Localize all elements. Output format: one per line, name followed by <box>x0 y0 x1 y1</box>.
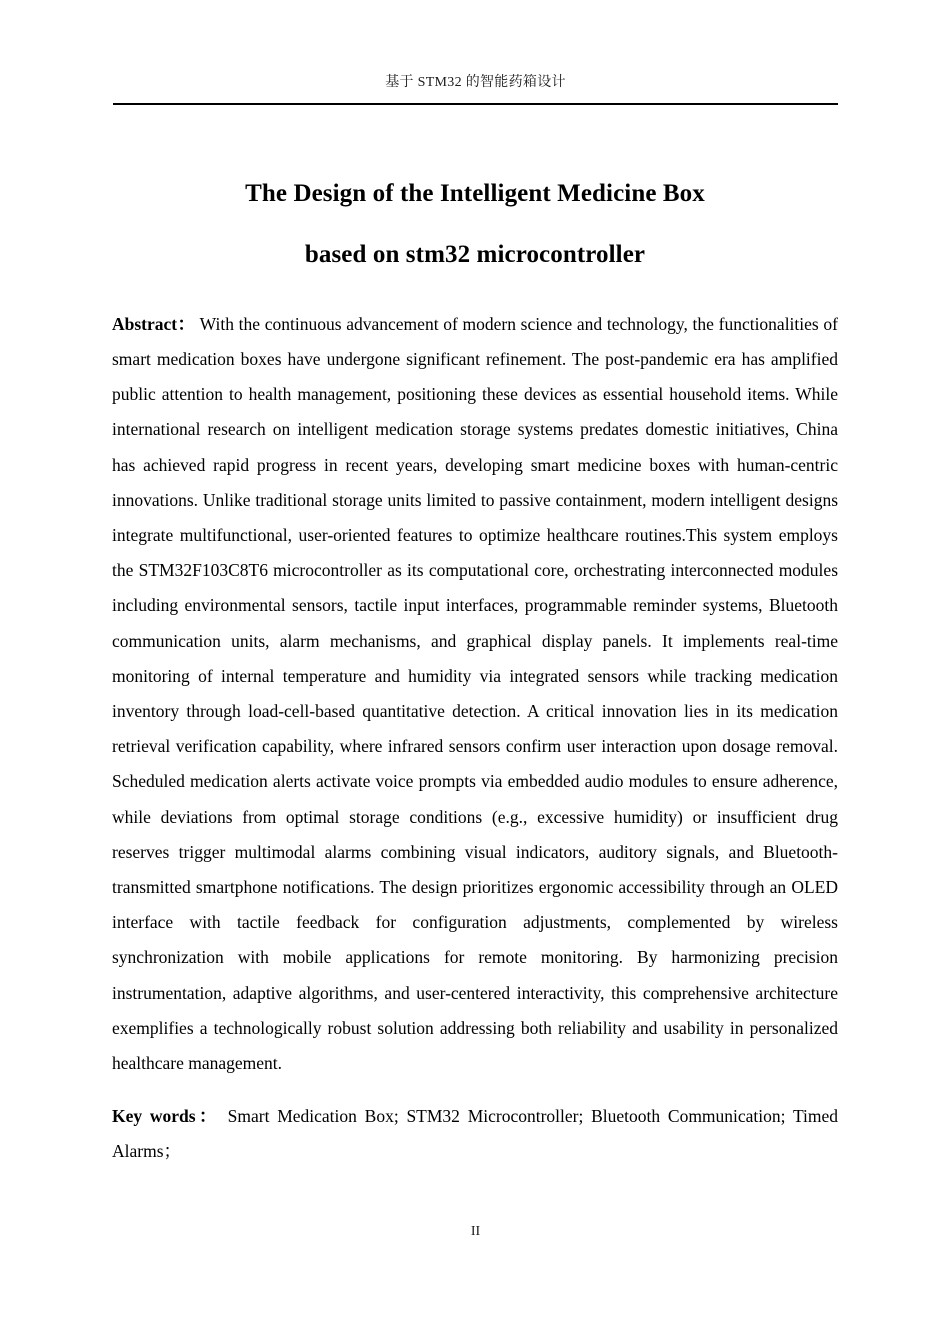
keywords-label: Key words <box>112 1105 196 1126</box>
abstract-label: Abstract <box>112 313 178 334</box>
keywords-separator: ： <box>195 1105 220 1126</box>
page-footer <box>113 1222 838 1242</box>
keywords-body-text: Smart Medication Box; STM32 Microcontroller; Bluetooth Communication; Timed Alarms； <box>112 1105 839 1161</box>
page-title <box>112 163 838 285</box>
page-number: II <box>470 1224 481 1239</box>
keywords-paragraph <box>112 1099 838 1205</box>
abstract-separator: ： <box>177 313 196 334</box>
header-divider-rule <box>113 103 838 105</box>
title-line-2: based on stm32 microcontroller <box>304 240 646 268</box>
page-header <box>113 72 838 105</box>
running-header-title: 基于 STM32 的智能药箱设计 <box>385 75 566 90</box>
abstract-paragraph <box>112 307 838 1081</box>
abstract-body-text: With the continuous advancement of modern science and technology, the functionalities of smart medication boxes have undergone significant refinement. The post-pandemic era has amplified public attention to health management, positioning these devices as essential household items. While international research on intelligent medication storage systems predates domestic initiatives, China has achieved rapid progress in recent years, developing smart medicine boxes with human-centric innovations. Unlike traditional storage units limited to passive containment, modern intelligent designs integrate multifunctional, user-oriented features to optimize healthcare routines.This system employs the STM32F103C8T6 microcontroller as its computational core, orchestrating interconnected modules including environmental sensors, tactile input interfaces, programmable reminder systems, Bluetooth communication units, alarm mechanisms, and graphical display panels. It implements real-time monitoring of internal temperature and humidity via integrated sensors while tracking medication inventory through load-cell-based quantitative detection. A critical innovation lies in its medication retrieval verification capability, where infrared sensors confirm user interaction upon dosage removal. Scheduled medication alerts activate voice prompts via embedded audio modules to ensure adherence, while deviations from optimal storage conditions (e.g., excessive humidity) or insufficient drug reserves trigger multimodal alarms combining visual indicators, auditory signals, and Bluetooth-transmitted smartphone notifications. The design prioritizes ergonomic accessibility through an OLED interface with tactile feedback for configuration adjustments, complemented by wireless synchronization with mobile applications for remote monitoring. By harmonizing precision instrumentation, adaptive algorithms, and user-centered interactivity, this comprehensive architecture exemplifies a technologically robust solution addressing both reliability and usability in personalized healthcare management. <box>112 313 839 1074</box>
title-line-1: The Design of the Intelligent Medicine Box <box>245 179 705 207</box>
document-content <box>112 146 838 1222</box>
